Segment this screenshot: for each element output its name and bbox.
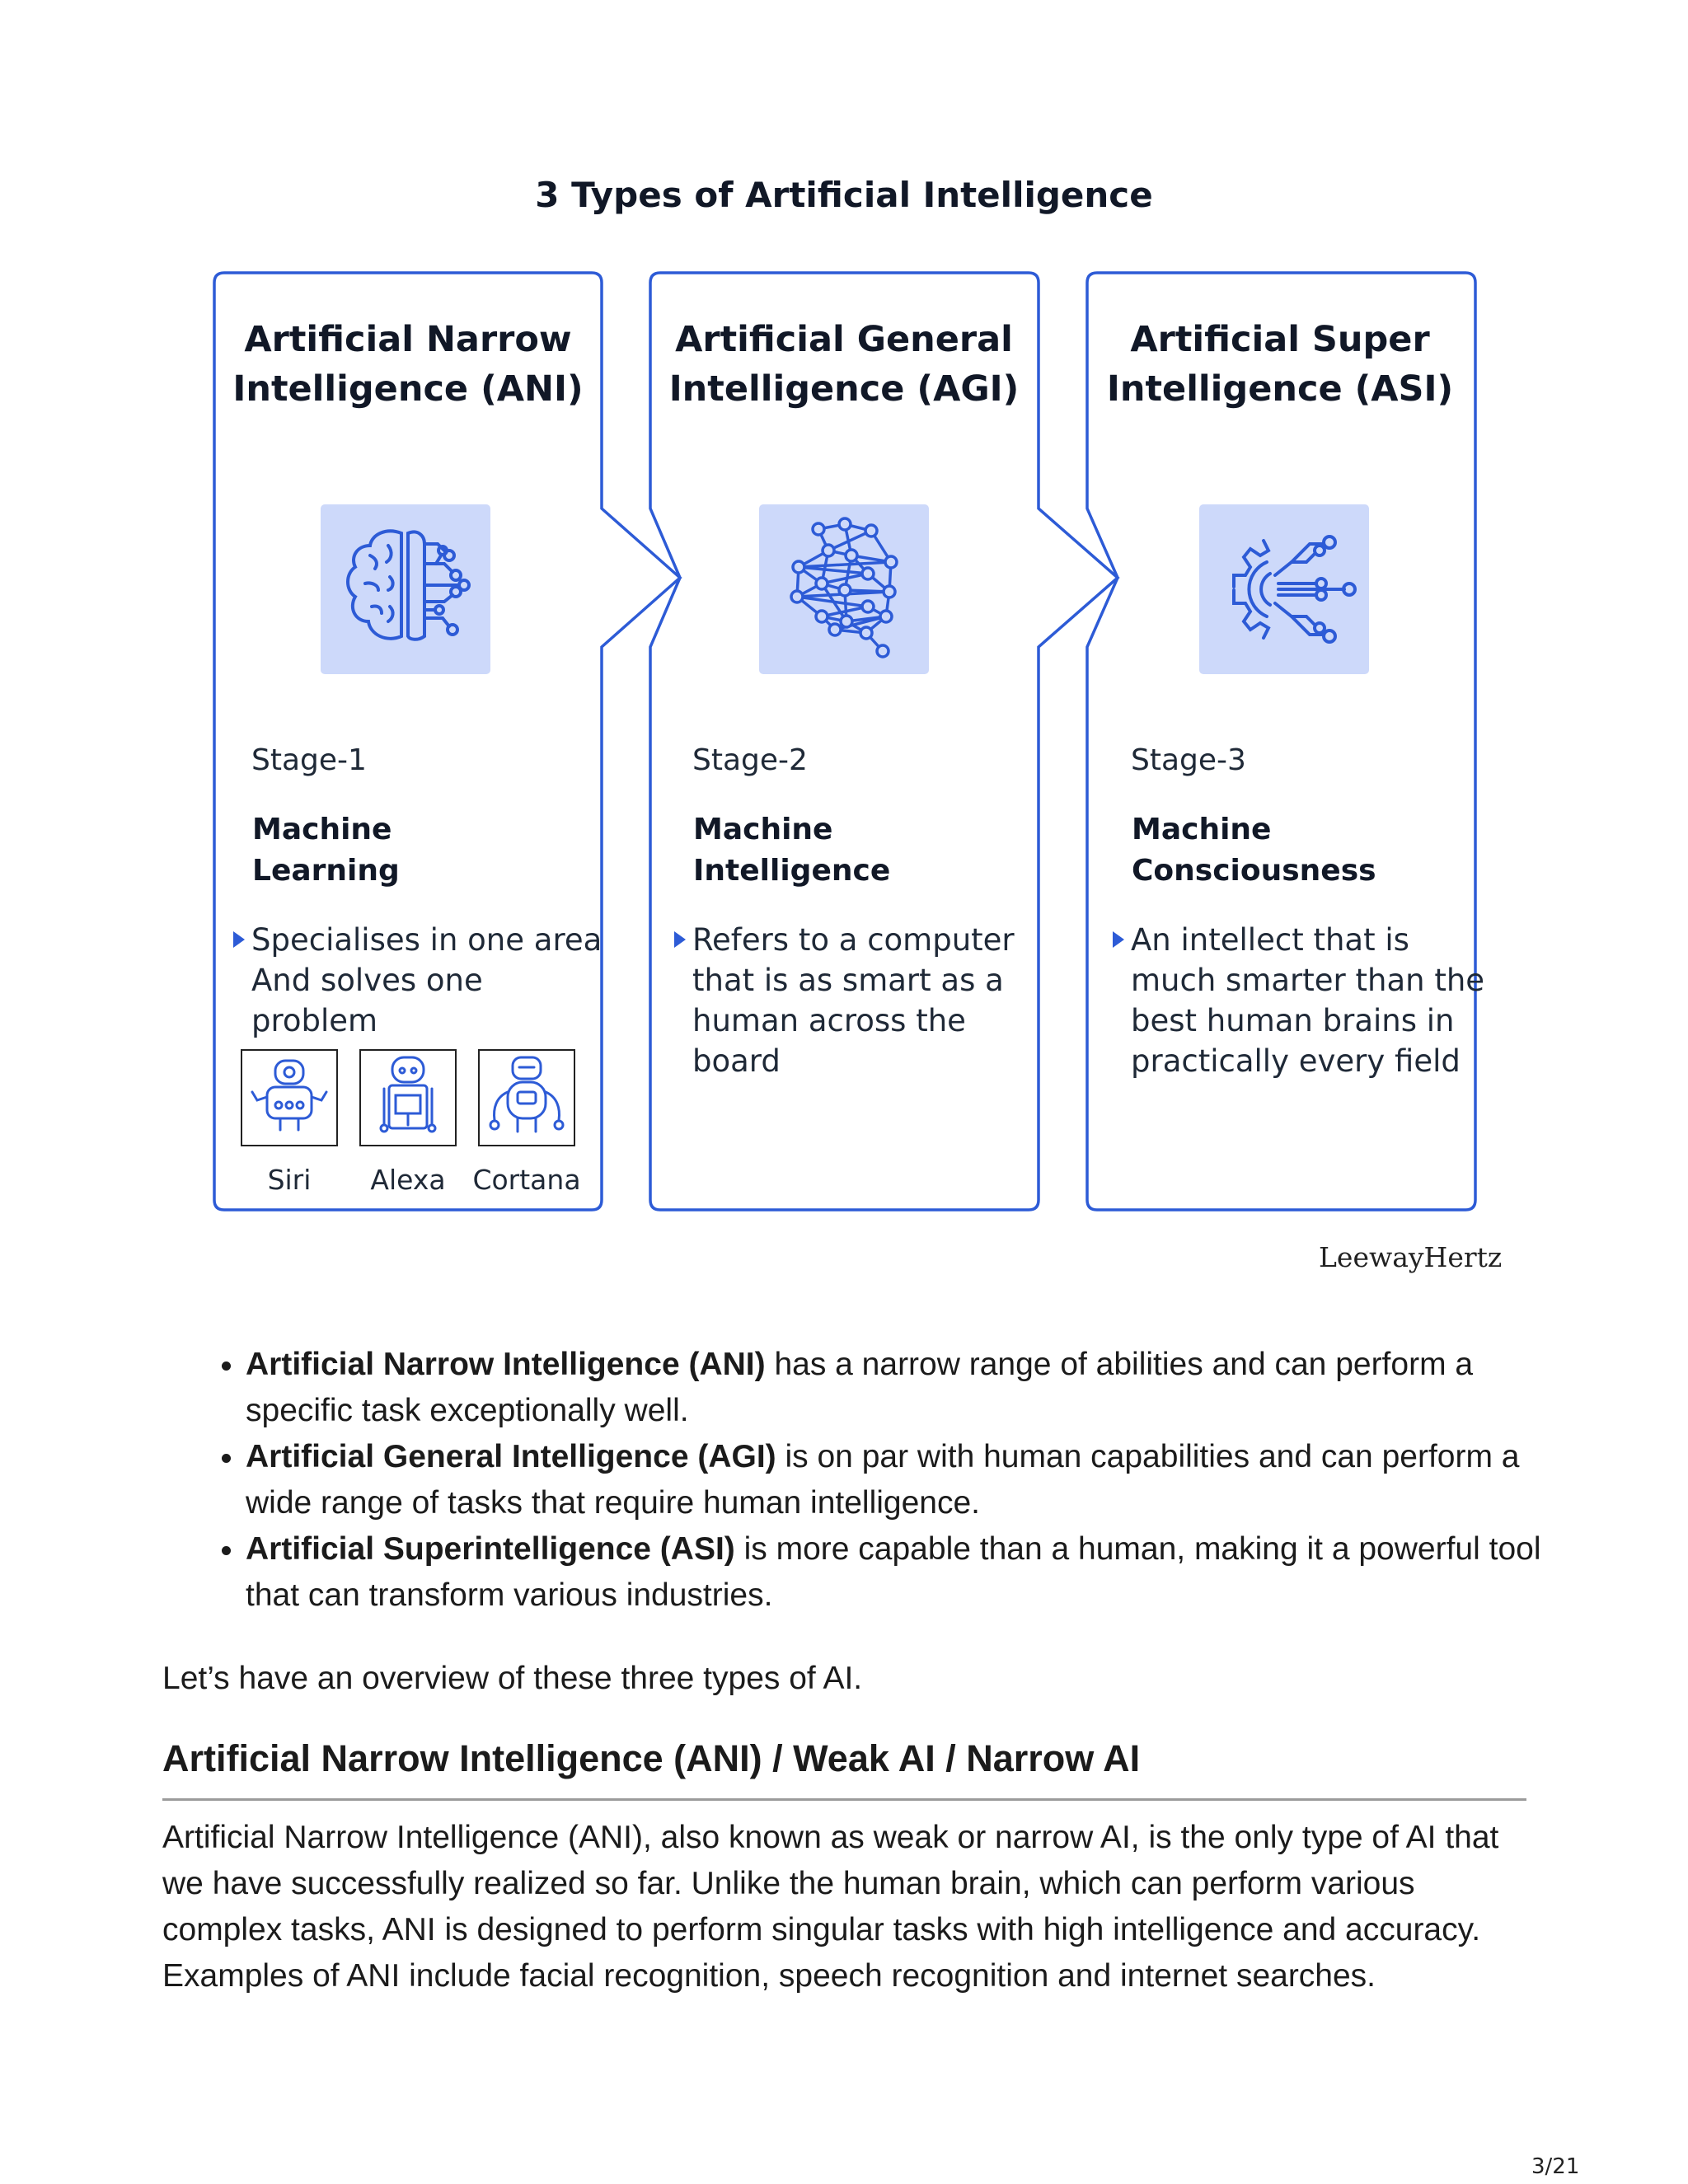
card-description-asi: An intellect that is much smarter than the best human brains in practically every field — [1131, 922, 1485, 1079]
alexa-robot-icon — [359, 1049, 457, 1146]
card-subtitle-agi: Machine Intelligence — [693, 813, 891, 888]
siri-robot-icon — [241, 1049, 338, 1146]
gear-circuit-icon — [1199, 504, 1369, 674]
brain-circuit-icon — [321, 504, 490, 674]
assistant-label-siri: Siri — [267, 1164, 312, 1196]
card-subtitle-ani: Machine Learning — [252, 813, 400, 888]
section-paragraph: Artificial Narrow Intelligence (ANI), also known as weak or narrow AI, is the only type of AI that we have successfully realized so far. Unlike the human brain, which can perform various complex tasks, ANI is designed to perform singular tasks with high intelligence and accuracy. Examples of ANI include facial recognition, speech recognition and internet searches. — [162, 1820, 1499, 1994]
brand-logo: LeewayHertz — [1319, 1241, 1503, 1273]
stage-label-1: Stage-1 — [251, 743, 367, 777]
assistant-label-alexa: Alexa — [370, 1164, 446, 1196]
ai-types-list — [190, 1342, 1581, 1619]
list-item: • Artificial Narrow Intelligence (ANI) has a narrow range of abilities and can perform a specific task exceptionally well. — [246, 1342, 1581, 1434]
card-title-asi: Artificial Super Intelligence (ASI) — [1106, 319, 1454, 410]
page-number: 3/21 — [1531, 2154, 1580, 2179]
infographic-title: 3 Types of Artificial Intelligence — [535, 175, 1153, 215]
list-item: • Artificial Superintelligence (ASI) is more capable than a human, making it a powerful tool that can transform various industries. — [246, 1526, 1581, 1619]
neural-network-icon — [759, 504, 929, 674]
assistant-label-cortana: Cortana — [472, 1164, 581, 1196]
bullet-triangle-icon — [233, 931, 245, 948]
heading-divider — [162, 1798, 1526, 1801]
card-subtitle-asi: Machine Consciousness — [1132, 813, 1376, 888]
stage-label-3: Stage-3 — [1131, 743, 1246, 777]
stage-label-2: Stage-2 — [692, 743, 808, 777]
overview-text: Let’s have an overview of these three types of AI. — [162, 1661, 863, 1696]
section-heading: Artificial Narrow Intelligence (ANI) / Weak AI / Narrow AI — [162, 1737, 1141, 1779]
card-description-agi: Refers to a computer that is as smart as a human across the board — [692, 922, 1015, 1079]
card-title-agi: Artificial General Intelligence (AGI) — [668, 319, 1020, 410]
bullet-triangle-icon — [674, 931, 686, 948]
card-description-ani: Specialises in one area And solves one problem — [251, 922, 603, 1038]
card-title-ani: Artificial Narrow Intelligence (ANI) — [232, 319, 584, 410]
list-item: • Artificial General Intelligence (AGI) is on par with human capabilities and can perform a wide range of tasks that require human intelligence. — [246, 1434, 1581, 1526]
cortana-robot-icon — [478, 1049, 575, 1146]
bullet-triangle-icon — [1113, 931, 1124, 948]
